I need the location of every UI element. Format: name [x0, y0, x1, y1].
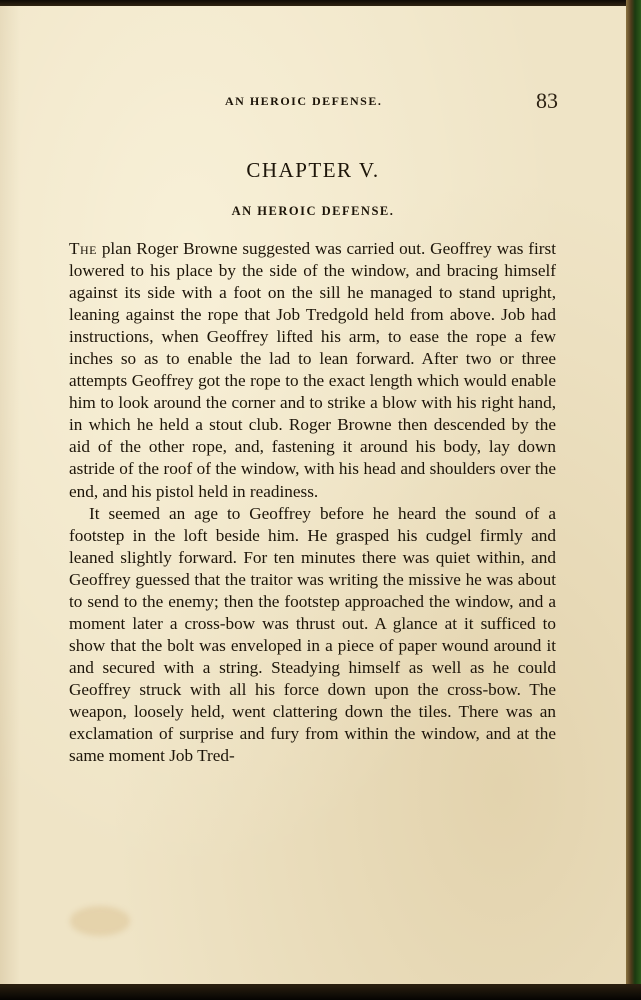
chapter-subtitle: AN HEROIC DEFENSE. — [231, 204, 395, 218]
paragraph-lead-word: The — [69, 239, 97, 258]
paragraph-text: plan Roger Browne suggested was carried out. Geoffrey was first lowered to his place by the side of the window, and bracing himself against its side with a foot on the sill he managed to stand upright, leaning against the rope that Job Tredgold held from above. Job had instructions, when Geoffrey lifted his arm, to ease the rope a few inches so as to enable the lad to lean forward. After two or three attempts Geoffrey got the rope to the exact length which would enable him to look around the corner and to strike a blow with his right hand, in which he held a stout club. Roger Browne then descended by the aid of the other rope, and, fastening it around his body, lay down astride of the roof of the window, with his head and shoulders over the end, and his pistol held in readiness. — [69, 239, 556, 501]
book-spine-edge — [626, 0, 641, 1000]
chapter-body — [69, 238, 556, 767]
paragraph — [69, 503, 556, 768]
page-header — [0, 88, 626, 116]
page-bottom-shadow — [0, 984, 641, 1000]
page-number: 83 — [536, 88, 558, 113]
chapter-title: CHAPTER V. — [246, 158, 380, 182]
paragraph-text: It seemed an age to Geoffrey before he heard the sound of a footstep in the loft beside him. He grasped his cudgel firmly and leaned slightly forward. For ten minutes there was quiet within, and Geoffrey guessed that the traitor was writing the missive he was about to send to the enemy; then the footstep approached the window, and a moment later a cross-bow was thrust out. A glance at it sufficed to show that the bolt was enveloped in a piece of paper wound around it and secured with a string. Steadying himself as well as he could Geoffrey struck with all his force down upon the cross-bow. The weapon, loosely held, went clattering down the tiles. There was an exclamation of surprise and fury from within the window, and at the same moment Job Tred- — [69, 503, 556, 766]
paragraph — [69, 238, 556, 503]
running-head: AN HEROIC DEFENSE. — [225, 94, 383, 108]
paper-stain — [70, 906, 130, 936]
